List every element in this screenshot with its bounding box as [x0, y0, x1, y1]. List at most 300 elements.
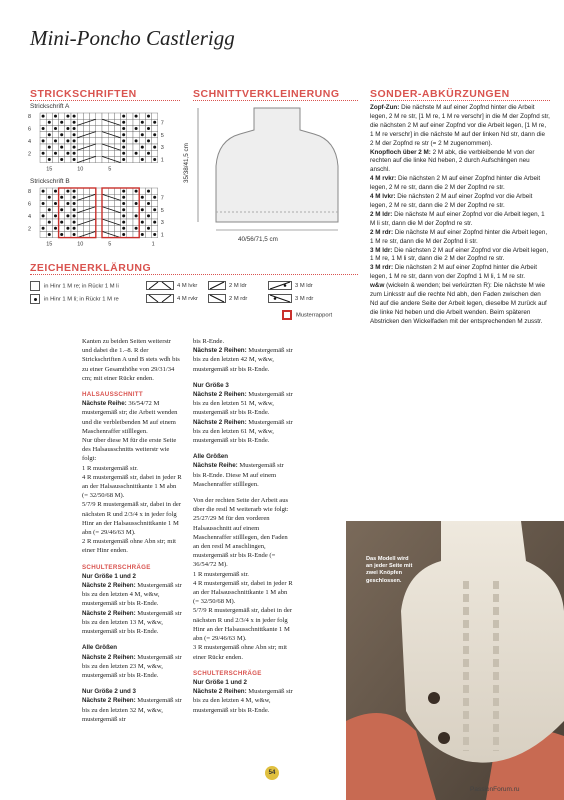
abbreviation-text: Die nächsten 2 M auf einer Zopfnd hinter die Arbeit legen, 1 M re str, dann von der Zopfnd 1 M li, 1 M re str. [370, 264, 537, 281]
purl-dot [122, 202, 125, 205]
chart-cell [46, 125, 52, 131]
purl-dot [60, 133, 63, 136]
instruction-text: Mustergemäß str bis R-Ende. Diese M auf einem Maschenraffer stilllegen. [193, 462, 284, 488]
section-heading: SCHULTERSCHRÄGE [193, 669, 262, 677]
instruction-text: Mustergemäß str bis zu den letzten 42 M, w&w, mustergemäß str bis R-Ende. [193, 347, 293, 373]
chart-cell [133, 156, 139, 162]
chart-cell [145, 132, 151, 138]
chart-cell [114, 113, 120, 119]
size-subheading: Alle Größen [82, 644, 118, 652]
instruction-paragraph: 2 R mustergemäß ohne Abn str; mit einer Hinr enden. [82, 538, 177, 555]
chart-cell [96, 156, 102, 162]
purl-dot [54, 152, 57, 155]
legend-item: in Hinr 1 M li; in Rückr 1 M re [30, 294, 119, 304]
chart-cell [108, 200, 114, 206]
chart-cell [40, 231, 46, 237]
legend-item: 2 M ldr [208, 281, 247, 290]
legend-item: 3 M rdr [268, 294, 313, 303]
size-subheading: Nur Größe 3 [193, 381, 229, 389]
purl-dot [135, 227, 138, 230]
chart-cell [77, 188, 83, 194]
chart-cell [83, 150, 89, 156]
chart-cell [108, 188, 114, 194]
empty-square-icon [30, 281, 40, 291]
row-number-right: 3 [160, 220, 164, 227]
chart-cell [127, 213, 133, 219]
chart-cell [46, 188, 52, 194]
section-heading: HALSAUSSCHNITT [82, 391, 143, 399]
spacer [82, 383, 182, 390]
chart-cell [152, 213, 158, 219]
instructions-column-1 [82, 337, 182, 724]
chart-cell [83, 200, 89, 206]
chart-cell [96, 194, 102, 200]
chart-cell [133, 219, 139, 225]
purl-dot [54, 190, 57, 193]
chart-cell [127, 200, 133, 206]
chart-cell [77, 138, 83, 144]
purl-dot [147, 202, 150, 205]
chart-cell [152, 138, 158, 144]
legend-heading: ZEICHENERKLÄRUNG [30, 262, 152, 274]
abbreviation-term: 3 M ldr: [370, 246, 393, 254]
abbreviation-term: 2 M ldr: [370, 210, 393, 218]
chart-cell [96, 200, 102, 206]
chart-cell [59, 125, 65, 131]
purl-dot [54, 127, 57, 130]
abbreviation-entry [370, 264, 550, 282]
purl-dot [147, 227, 150, 230]
chart-cell [127, 219, 133, 225]
spacer [82, 680, 182, 687]
cable-right-icon [208, 294, 226, 303]
chart-cell [46, 225, 52, 231]
chart-cell [127, 194, 133, 200]
schnitt-heading: SCHNITTVERKLEINERUNG [193, 88, 340, 100]
chart-cell [139, 225, 145, 231]
chart-cell [65, 144, 71, 150]
purl-dot [42, 202, 45, 205]
chart-cell [77, 200, 83, 206]
row-number-right: 1 [160, 157, 164, 164]
purl-dot [60, 158, 63, 161]
chart-cell [152, 200, 158, 206]
purl-dot [73, 227, 76, 230]
abbreviation-text: Die nächste M auf einer Zopfnd hinter die Arbeit legen, 1 M re str, dann die M der Zopfnd li str. [370, 228, 548, 245]
legend-item: 3 M ldr [268, 281, 313, 290]
abbreviation-term: w&w [370, 282, 385, 290]
spacer [82, 556, 182, 563]
photo-caption: Das Modell wird an jeder Seite mit zwei Knöpfen geschlossen. [366, 556, 413, 584]
chart-cell [127, 150, 133, 156]
purl-dot [42, 190, 45, 193]
chart-cell [77, 113, 83, 119]
purl-dot [141, 233, 144, 236]
abbreviation-text: Die nächste M auf einer Zopfnd vor die Arbeit legen, 1 M li str, dann die M der Zopfnd re str. [370, 210, 545, 227]
chart-cell [65, 119, 71, 125]
purl-dot [73, 152, 76, 155]
purl-dot [153, 146, 156, 149]
purl-dot [153, 196, 156, 199]
chart-cell [127, 113, 133, 119]
chart-cell [83, 125, 89, 131]
chart-cell [46, 200, 52, 206]
chart-cell [52, 144, 58, 150]
chart-cell [108, 125, 114, 131]
purl-dot [141, 158, 144, 161]
row-number-left: 8 [28, 114, 32, 121]
chart-a-label: Strickschrift A [30, 103, 70, 110]
chart-cell [65, 194, 71, 200]
size-subheading: Alle Größen [193, 453, 229, 461]
chart-cell [83, 213, 89, 219]
purl-dot [60, 196, 63, 199]
chart-cell [145, 119, 151, 125]
row-number-left: 8 [28, 189, 32, 196]
chart-a-grid [26, 111, 186, 177]
chart-cell [40, 119, 46, 125]
chart-cell [127, 119, 133, 125]
chart-cell [96, 188, 102, 194]
purl-dot [122, 221, 125, 224]
purl-dot [122, 152, 125, 155]
divider [30, 274, 358, 275]
height-label: 35/38/41,5 cm [183, 143, 190, 183]
chart-cell [96, 119, 102, 125]
chart-cell [40, 219, 46, 225]
chart-cell [145, 156, 151, 162]
dot-square-icon [30, 294, 40, 304]
column-number: 15 [46, 241, 53, 248]
chart-cell [96, 219, 102, 225]
instruction-text: Mustergemäß str bis zu den letzten 4 M, w&w, mustergemäß str bis R-Ende. [193, 688, 293, 714]
purl-dot [42, 127, 45, 130]
chart-cell [102, 125, 108, 131]
chart-cell [139, 188, 145, 194]
purl-dot [48, 221, 51, 224]
chart-cell [40, 144, 46, 150]
chart-cell [59, 138, 65, 144]
instruction-label: Nächste 2 Reihen: [193, 418, 247, 426]
chart-cell [83, 225, 89, 231]
spacer [193, 489, 293, 496]
instruction-paragraph [193, 346, 293, 374]
abbreviation-text: Die nächsten 2 M auf einer Zopfnd vor die Arbeit legen, 1 M re, 1 M li str, dann die 2 M der Zopfnd re str. [370, 246, 549, 263]
sonder-heading: SONDER-ABKÜRZUNGEN [370, 88, 510, 100]
chart-cell [108, 213, 114, 219]
chart-cell [139, 213, 145, 219]
chart-cell [152, 113, 158, 119]
chart-cell [96, 113, 102, 119]
chart-cell [40, 156, 46, 162]
divider [370, 100, 550, 101]
chart-cell [145, 231, 151, 237]
chart-cell [96, 150, 102, 156]
purl-dot [54, 202, 57, 205]
chart-cell [96, 231, 102, 237]
purl-dot [48, 133, 51, 136]
chart-cell [96, 225, 102, 231]
spacer [193, 662, 293, 669]
abbreviation-term: Knopfloch über 2 M: [370, 148, 431, 156]
purl-dot [73, 158, 76, 161]
chart-cell [52, 132, 58, 138]
purl-dot [147, 115, 150, 118]
instruction-text: Mustergemäß str bis zu den letzten 23 M, w&w, mustergemäß str bis R-Ende. [82, 653, 182, 679]
rapport-box-icon [282, 310, 292, 320]
column-number: 10 [77, 241, 84, 248]
purl-dot [48, 158, 51, 161]
purl-dot [48, 196, 51, 199]
instruction-paragraph: bis R-Ende. [193, 338, 225, 345]
row-number-right: 5 [160, 207, 164, 214]
purl-dot [147, 190, 150, 193]
chart-cell [145, 207, 151, 213]
instruction-paragraph: 5/7/9 R mustergemäß str, dabei in der nächsten R und 2/3/4 x in jeder folg Hinr an der Halsausschnittkante 1 M abn (= 29/46/63 M). [82, 501, 182, 537]
instruction-paragraph [82, 653, 182, 681]
purl-dot [135, 127, 138, 130]
purl-dot [73, 196, 76, 199]
abbreviation-entry [370, 104, 550, 149]
purl-dot [66, 127, 69, 130]
purl-dot [73, 214, 76, 217]
instruction-paragraph [82, 399, 182, 436]
row-number-left: 4 [28, 214, 32, 220]
poncho-shape [216, 108, 338, 222]
abbreviation-text: (wickeln & wenden; bei verkürzten R): Die nächste M wie zum Linksstr auf die rechte Nd abh, den Faden zwischen den Nd auf die andere Seite der Arbeit legen, dieselbe M zurück auf die linke Nd heben und die Arbeit wenden. Beim späteren Abstricken den Wickelfaden mit der entsprechenden M zusstr. [370, 282, 547, 325]
chart-cell [77, 225, 83, 231]
purl-dot [141, 221, 144, 224]
chart-cell [152, 188, 158, 194]
chart-cell [77, 213, 83, 219]
chart-cell [90, 188, 96, 194]
chart-cell [59, 113, 65, 119]
abbreviation-term: 4 M lvkr: [370, 193, 396, 201]
chart-cell [102, 225, 108, 231]
purl-dot [141, 208, 144, 211]
chart-cell [52, 156, 58, 162]
chart-cell [90, 113, 96, 119]
chart-cell [83, 188, 89, 194]
purl-dot [60, 121, 63, 124]
instruction-label: Nächste 2 Reihen: [193, 347, 247, 355]
purl-dot [135, 190, 138, 193]
chart-cell [127, 231, 133, 237]
purl-dot [66, 214, 69, 217]
spacer [82, 636, 182, 643]
purl-dot [48, 121, 51, 124]
chart-cell [83, 138, 89, 144]
chart-cell [90, 138, 96, 144]
chart-cell [114, 188, 120, 194]
abbreviation-text: Die nächsten 2 M auf einer Zopfnd hinter die Arbeit legen, 2 M re str, dann die 2 M der Zopfnd re str. [370, 175, 541, 192]
chart-cell [108, 150, 114, 156]
purl-dot [141, 121, 144, 124]
legend-item: 4 M rvkr [146, 294, 198, 303]
chart-cell [96, 138, 102, 144]
chart-cell [59, 213, 65, 219]
purl-dot [66, 152, 69, 155]
strickschriften-heading: STRICKSCHRIFTEN [30, 88, 137, 100]
purl-dot [153, 221, 156, 224]
column-number: 5 [108, 241, 112, 248]
purl-dot [73, 115, 76, 118]
chart-cell [133, 144, 139, 150]
page-number: 54 [265, 766, 279, 780]
row-number-left: 6 [28, 126, 32, 133]
purl-dot [66, 190, 69, 193]
spacer [193, 374, 293, 381]
abbreviation-entry [370, 175, 550, 193]
purl-dot [73, 139, 76, 142]
chart-cell [46, 150, 52, 156]
row-number-right: 3 [160, 145, 164, 152]
instruction-label: Nächste 2 Reihen: [82, 697, 136, 705]
instruction-paragraph: 1 R mustergemäß str. [193, 570, 249, 578]
purl-dot [66, 202, 69, 205]
purl-dot [135, 115, 138, 118]
instruction-label: Nächste 2 Reihen: [82, 582, 136, 590]
purl-dot [122, 227, 125, 230]
chart-cell [145, 194, 151, 200]
purl-dot [122, 133, 125, 136]
chart-cell [145, 219, 151, 225]
instruction-paragraph: 5/7/9 R mustergemäß str, dabei in der nächsten R und 2/3/4 x in jeder folg Hinr an der Halsausschnittkante 1 M abn (= 29/46/63 M). [193, 607, 293, 643]
chart-cell [96, 213, 102, 219]
chart-cell [127, 225, 133, 231]
purl-dot [66, 139, 69, 142]
purl-dot [153, 233, 156, 236]
cable-left-icon [208, 281, 226, 290]
row-number-right: 1 [160, 232, 164, 239]
purl-dot [60, 146, 63, 149]
purl-dot [147, 127, 150, 130]
page-title: Mini-Poncho Castlerigg [30, 26, 235, 50]
purl-dot [153, 121, 156, 124]
purl-dot [122, 190, 125, 193]
purl-dot [122, 127, 125, 130]
chart-cell [114, 225, 120, 231]
abbreviation-entry [370, 211, 550, 229]
abbreviation-text: 2 M abk, die verbleibende M von der rechten auf die linke Nd heben, 2 durch Aufschlingen neu anschl. [370, 148, 535, 174]
row-number-right: 7 [160, 120, 164, 127]
purl-dot [54, 139, 57, 142]
chart-cell [152, 225, 158, 231]
chart-cell [114, 150, 120, 156]
purl-dot [73, 127, 76, 130]
purl-dot [48, 208, 51, 211]
instruction-text: Mustergemäß str bis zu den letzten 51 M, w&w, mustergemäß str bis R-Ende. [193, 391, 293, 417]
row-number-left: 2 [28, 151, 32, 158]
chart-cell [83, 113, 89, 119]
purl-dot [122, 233, 125, 236]
purl-dot [147, 214, 150, 217]
purl-dot [42, 214, 45, 217]
chart-cell [152, 150, 158, 156]
purl-dot [73, 208, 76, 211]
abbreviation-text: Die nächsten 2 M auf einer Zopfnd vor die Arbeit legen, 2 M re str, dann die 2 M der Zopfnd re str. [370, 193, 533, 209]
chart-cell [46, 213, 52, 219]
purl-dot [122, 146, 125, 149]
chart-cell [65, 219, 71, 225]
instruction-text: Mustergemäß str bis zu den letzten 32 M, w&w, mustergemäß str [82, 697, 182, 723]
legend-item: 2 M rdr [208, 294, 247, 303]
instruction-label: Nächste 2 Reihen: [193, 688, 247, 696]
chart-cell [139, 138, 145, 144]
chart-cell [96, 207, 102, 213]
instruction-text: 36/54/72 M mustergemäß str; die Arbeit wenden und die verbleibenden M auf einem Maschenraffer stilllegen. [82, 400, 178, 435]
purl-dot [73, 190, 76, 193]
size-subheading: Nur Größe 1 und 2 [193, 678, 247, 686]
spacer [193, 445, 293, 452]
chart-cell [139, 150, 145, 156]
size-subheading: Nur Größe 2 und 3 [82, 688, 136, 696]
instruction-paragraph: Von der rechten Seite der Arbeit aus über die restl M weiterarb wie folgt: 25/27/29 M für den vorderen Halsausschnitt auf einem Maschenraffer stilllegen, den Faden an den restl M anschlingen, mustergemäß str bis R-Ende (= 36/54/72 M). [193, 497, 289, 569]
column-number: 5 [108, 166, 112, 173]
purl-dot [135, 152, 138, 155]
purl-dot [48, 146, 51, 149]
chart-cell [127, 125, 133, 131]
chart-cell [59, 188, 65, 194]
abbreviation-term: 4 M rvkr: [370, 175, 397, 183]
chart-cell [40, 194, 46, 200]
chart-cell [133, 132, 139, 138]
column-number: 10 [77, 166, 84, 173]
chart-cell [52, 119, 58, 125]
purl-dot [122, 208, 125, 211]
purl-dot [141, 146, 144, 149]
column-number: 15 [46, 166, 53, 173]
chart-cell [127, 132, 133, 138]
chart-cell [65, 132, 71, 138]
chart-cell [90, 200, 96, 206]
chart-cell [77, 125, 83, 131]
chart-b-grid [26, 186, 186, 252]
chart-b-label: Strickschrift B [30, 178, 70, 185]
size-subheading: Nur Größe 1 und 2 [82, 572, 136, 580]
chart-cell [133, 194, 139, 200]
abbreviation-text: Die nächste M auf einer Zopfnd hinter die Arbeit legen, 2 M re str, [1 M re, 1 M re verschr] in die M der Zopfnd str, die nächsten 2 M auf einer Zopfnd vor die Arbeit legen, [1 M re, 1 M re verschr] in die nächste M auf der linken Nd str, dann die 2 M der Zopfnd re str (= 2 M zugenommen). [370, 104, 550, 147]
instruction-paragraph [193, 461, 293, 489]
purl-dot [54, 227, 57, 230]
purl-dot [122, 196, 125, 199]
purl-dot [135, 139, 138, 142]
purl-dot [141, 196, 144, 199]
purl-dot [122, 121, 125, 124]
chart-cell [96, 125, 102, 131]
chart-cell [59, 150, 65, 156]
legend-item: 4 M lvkr [146, 281, 197, 290]
chart-cell [114, 125, 120, 131]
purl-dot [153, 208, 156, 211]
instruction-paragraph: 4 R mustergemäß str, dabei in jeder R an der Halsausschnittkante 1 M abn (= 32/50/68 M). [82, 473, 182, 500]
instruction-paragraph: 3 R mustergemäß ohne Abn str; mit einer Rückr enden. [193, 644, 288, 661]
abbreviation-entry [370, 229, 550, 247]
abbreviation-term: 2 M rdr: [370, 228, 394, 236]
chart-cell [102, 150, 108, 156]
watermark: PassionForum.ru [470, 786, 520, 793]
instruction-paragraph: 1 R mustergemäß str. [82, 464, 138, 472]
chart-cell [65, 207, 71, 213]
chart-cell [90, 150, 96, 156]
chart-cell [65, 156, 71, 162]
cable-right-icon [146, 294, 174, 303]
chart-cell [145, 144, 151, 150]
chart-cell [139, 200, 145, 206]
chart-cell [40, 207, 46, 213]
instruction-paragraph [82, 581, 182, 609]
chart-cell [102, 213, 108, 219]
